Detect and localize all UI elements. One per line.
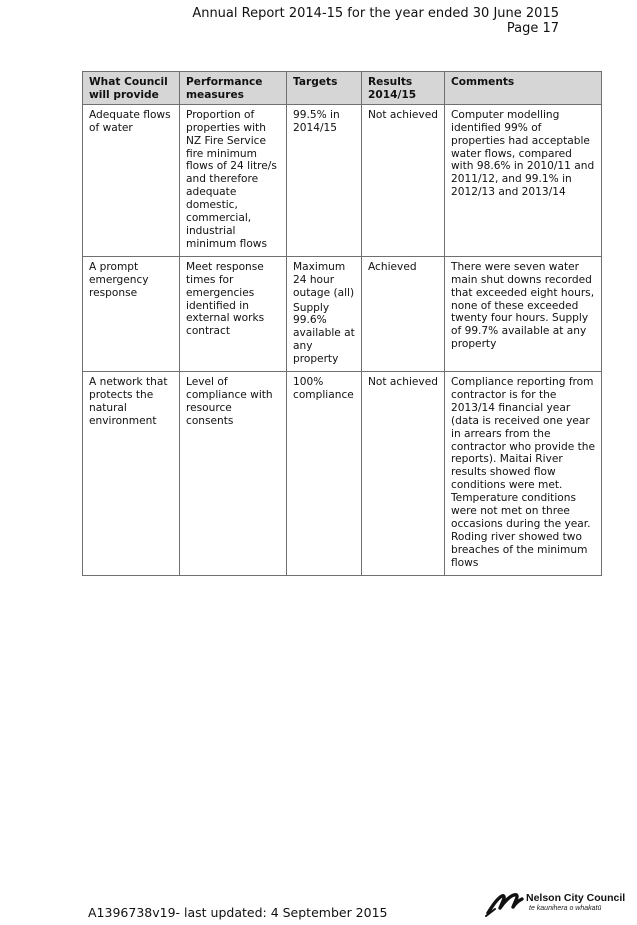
target-line: Supply 99.6% available at any property (293, 301, 355, 366)
column-header-comments: Comments (445, 72, 602, 105)
column-header-provide: What Council will provide (83, 72, 180, 105)
cell-target (287, 256, 362, 371)
table-header-row (83, 72, 602, 105)
cell-measure: Proportion of properties with NZ Fire Service fire minimum flows of 24 litre/s and therefore adequate domestic, commercial, industrial minimum flows (180, 104, 287, 256)
cell-measure: Level of compliance with resource consents (180, 372, 287, 576)
cell-comment: Compliance reporting from contractor is for the 2013/14 financial year (data is received one year in arrears from the contractor who provide the reports). Maitai River results showed flow conditions were met. Temperature conditions were not met on three occasions during the year. Roding river showed two breaches of the minimum flows (445, 372, 602, 576)
cell-comment: Computer modelling identified 99% of properties had acceptable water flows, compared with 98.6% in 2010/11 and 2011/12, and 99.1% in 2012/13 and 2013/14 (445, 104, 602, 256)
target-line: 99.5% in 2014/15 (293, 108, 340, 134)
cell-provide: Adequate flows of water (83, 104, 180, 256)
cell-result: Achieved (362, 256, 445, 371)
cell-result: Not achieved (362, 104, 445, 256)
cell-measure: Meet response times for emergencies identified in external works contract (180, 256, 287, 371)
nelson-logo-icon (485, 889, 525, 917)
cell-target (287, 104, 362, 256)
target-line: Maximum 24 hour outage (all) (293, 260, 355, 299)
column-header-targets: Targets (287, 72, 362, 105)
column-header-measures: Performance measures (180, 72, 287, 105)
performance-table (82, 71, 602, 576)
cell-provide: A prompt emergency response (83, 256, 180, 371)
table-row (83, 256, 602, 371)
council-logo (485, 889, 625, 917)
page-number: Page 17 (506, 21, 559, 36)
table-row (83, 372, 602, 576)
column-header-results: Results 2014/15 (362, 72, 445, 105)
cell-result: Not achieved (362, 372, 445, 576)
target-line: 100% compliance (293, 376, 354, 401)
cell-comment: There were seven water main shut downs recorded that exceeded eight hours, none of these exceeded twenty four hours. Supply of 99.7% available at any property (445, 256, 602, 371)
document-reference: A1396738v19- last updated: 4 September 2015 (88, 905, 388, 920)
page-header (139, 6, 559, 36)
cell-provide: A network that protects the natural environment (83, 372, 180, 576)
logo-tagline: te kaunihera o whakatū (529, 905, 602, 912)
table-row (83, 104, 602, 256)
cell-target (287, 372, 362, 576)
logo-name: Nelson City Council (526, 892, 626, 904)
report-title: Annual Report 2014-15 for the year ended 30 June 2015 (192, 6, 559, 21)
